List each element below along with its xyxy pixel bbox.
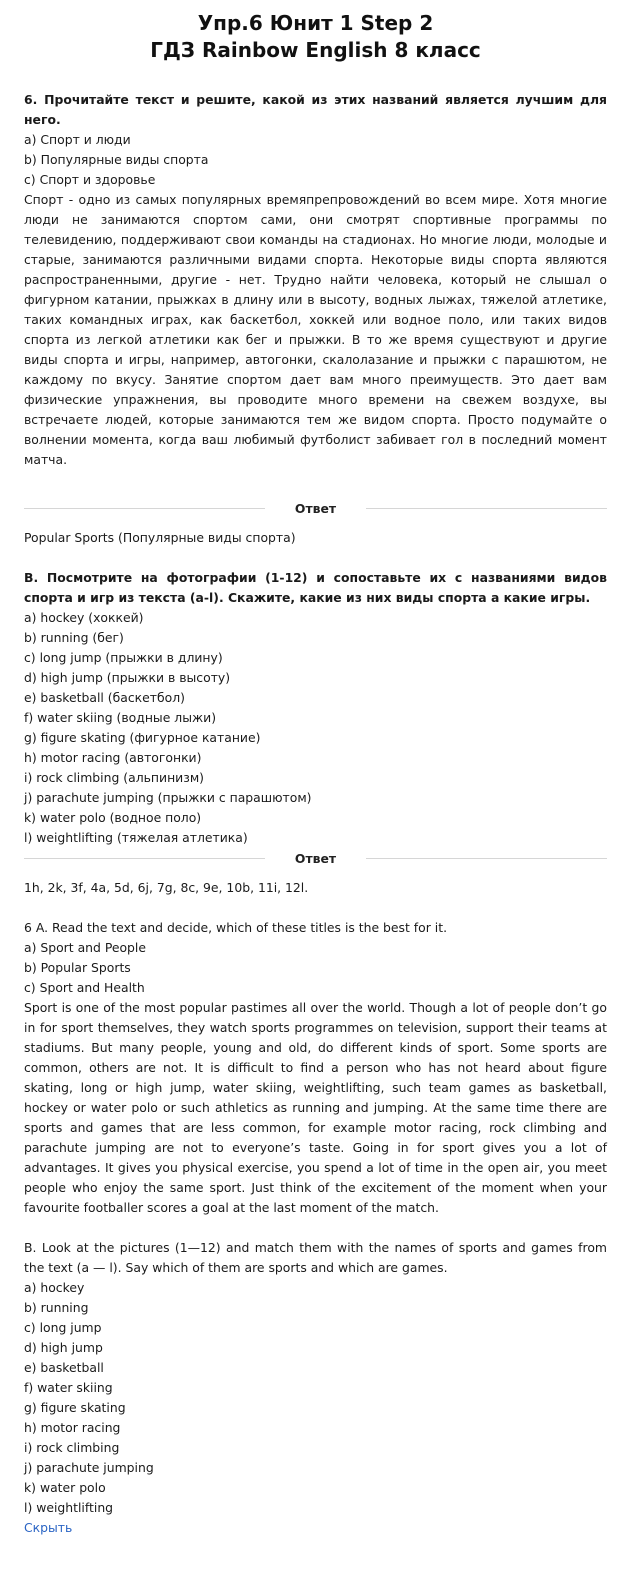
original-6a-prompt: 6 A. Read the text and decide, which of these titles is the best for it. xyxy=(24,920,448,935)
original-b-item: h) motor racing xyxy=(24,1420,121,1435)
task-6-text: Спорт - одно из самых популярных времяпрепровождений во всем мире. Хотя многие люди не занимаются спортом сами, они смотрят спортивные программы по телевидению, поддерживают свои команды на стадионах. Но многие люди, молодые и старые, занимаются различными видами спорта. Некоторые виды спорта являются распространенными, другие - нет. Трудно найти человека, который не слышал о фигурном катании, прыжках в длину или в высоту, водных лыжах, тяжелой атлетике, таких командных играх, как баскетбол, хоккей или водное поло, или таких видов спорта из легкой атлетики как бег и прыжки. В то же время существуют и другие виды спорта и игры, например, автогонки, скалолазание и прыжки с парашютом, не каждому по вкусу. Занятие спортом дает вам много преимуществ. Это дает вам физические упражнения, вы проводите много времени на свежем воздухе, вы встречаете людей, которые занимаются тем же видом спорта. Просто подумайте о волнении момента, когда ваш любимый футболист забивает гол в последний момент матча. xyxy=(24,192,607,467)
original-b-item: l) weightlifting xyxy=(24,1500,114,1515)
task-b-section xyxy=(24,568,607,848)
task-b-item: c) long jump (прыжки в длину) xyxy=(24,650,223,665)
divider-line xyxy=(366,858,607,859)
task-b-prompt: B. Посмотрите на фотографии (1-12) и сопоставьте их с названиями видов спорта и игр из текста (a-l). Скажите, какие из них виды спорта а какие игры. xyxy=(24,570,607,605)
task-6-prompt: 6. Прочитайте текст и решите, какой из этих названий является лучшим для него. xyxy=(24,92,607,127)
original-6a-text: Sport is one of the most popular pastimes all over the world. Though a lot of people don’t go in for sport themselves, they watch sports programmes on television, support their teams at stadiums. But many people, young and old, do different kinds of sport. Some sports are common, others are not. It is difficult to find a person who has not heard about figure skating, long or high jump, water skiing, weightlifting, such team games as basketball, hockey or water polo or such athletics as running and jumping. At the same time there are sports and games that are less common, for example motor racing, rock climbing and parachute jumping are not to everyone’s taste. Going in for sport gives you a lot of advantages. It gives you physical exercise, you spend a lot of time in the open air, you meet people who enjoy the same sport. Just think of the excitement of the moment when your favourite footballer scores a goal at the last moment of the match. xyxy=(24,1000,607,1215)
task-b-item: k) water polo (водное поло) xyxy=(24,810,202,825)
task-6-option: b) Популярные виды спорта xyxy=(24,152,209,167)
page-title xyxy=(24,0,607,64)
original-b-item: i) rock climbing xyxy=(24,1440,120,1455)
original-6a-option: a) Sport and People xyxy=(24,940,146,955)
task-b-item: b) running (бег) xyxy=(24,630,124,645)
task-b-item: f) water skiing (водные лыжи) xyxy=(24,710,217,725)
task-6-option: a) Спорт и люди xyxy=(24,132,131,147)
task-b-item: d) high jump (прыжки в высоту) xyxy=(24,670,231,685)
hide-link[interactable]: Скрыть xyxy=(24,1520,73,1535)
original-b-item: b) running xyxy=(24,1300,89,1315)
task-b-answer-section xyxy=(24,878,607,898)
task-b-item: a) hockey (хоккей) xyxy=(24,610,144,625)
original-b-section xyxy=(24,1238,607,1538)
original-6a-option: b) Popular Sports xyxy=(24,960,131,975)
original-b-item: a) hockey xyxy=(24,1280,85,1295)
original-b-item: g) figure skating xyxy=(24,1400,126,1415)
original-6a-option: c) Sport and Health xyxy=(24,980,145,995)
original-b-item: j) parachute jumping xyxy=(24,1460,154,1475)
answer-label: Ответ xyxy=(294,850,337,866)
task-b-item: g) figure skating (фигурное катание) xyxy=(24,730,261,745)
divider-line xyxy=(24,508,265,509)
task-6-section xyxy=(24,90,607,470)
task-6-answer-section xyxy=(24,528,607,548)
task-b-answer: 1h, 2k, 3f, 4a, 5d, 6j, 7g, 8c, 9e, 10b, 11i, 12l. xyxy=(24,880,309,895)
original-b-item: d) high jump xyxy=(24,1340,103,1355)
original-b-prompt: B. Look at the pictures (1—12) and match them with the names of sports and games from the text (a — l). Say which of them are sports and which are games. xyxy=(24,1240,607,1275)
task-b-item: e) basketball (баскетбол) xyxy=(24,690,185,705)
divider-line xyxy=(366,508,607,509)
original-b-item: c) long jump xyxy=(24,1320,102,1335)
task-b-item: j) parachute jumping (прыжки с парашютом) xyxy=(24,790,312,805)
divider-line xyxy=(24,858,265,859)
page-title-line-1: Упр.6 Юнит 1 Step 2 xyxy=(197,11,434,35)
answer-label: Ответ xyxy=(294,500,337,516)
task-6-option: c) Спорт и здоровье xyxy=(24,172,156,187)
answer-divider xyxy=(24,498,607,518)
original-6a-section xyxy=(24,918,607,1218)
original-b-item: f) water skiing xyxy=(24,1380,113,1395)
answer-divider xyxy=(24,848,607,868)
original-b-item: e) basketball xyxy=(24,1360,104,1375)
task-b-item: h) motor racing (автогонки) xyxy=(24,750,202,765)
task-6-answer: Popular Sports (Популярные виды спорта) xyxy=(24,530,296,545)
task-b-item: i) rock climbing (альпинизм) xyxy=(24,770,205,785)
page-title-line-2: ГДЗ Rainbow English 8 класс xyxy=(150,38,481,62)
task-b-item: l) weightlifting (тяжелая атлетика) xyxy=(24,830,248,845)
original-b-item: k) water polo xyxy=(24,1480,106,1495)
